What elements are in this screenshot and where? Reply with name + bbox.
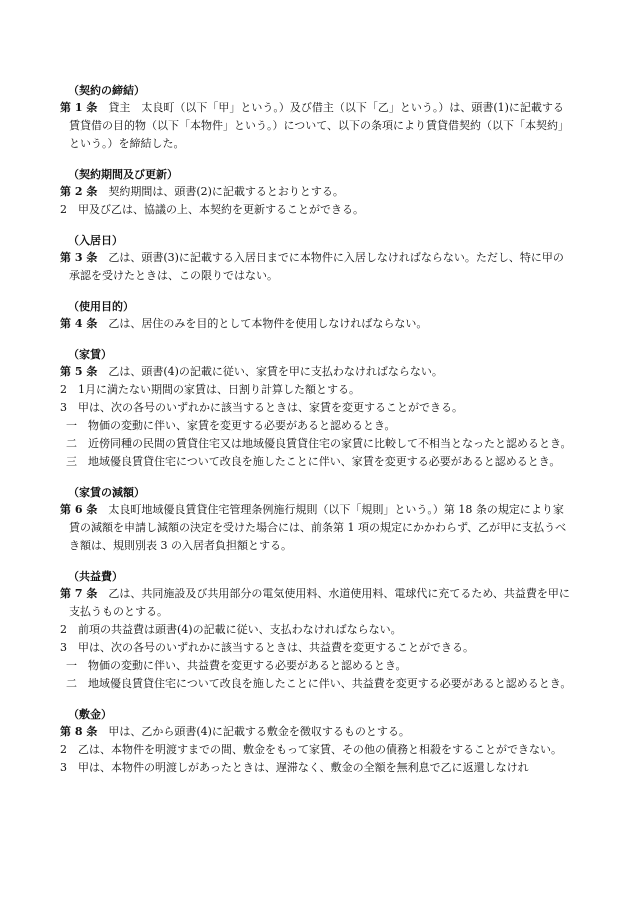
article-paragraph (60, 723, 574, 741)
clause-paragraph (60, 759, 574, 777)
list-item (60, 435, 574, 453)
contract-section (60, 232, 574, 285)
contract-section (60, 166, 574, 219)
clause-paragraph (60, 381, 574, 399)
article-paragraph (60, 501, 574, 555)
paragraph-text: 三 地域優良賃貸住宅について改良を施したことに伴い、家賃を変更する必要があると認めるとき。 (66, 455, 561, 468)
article-paragraph (60, 363, 574, 381)
article-number: 第 2 条 (60, 185, 98, 198)
section-heading: （使用目的） (68, 300, 134, 313)
article-paragraph (60, 585, 574, 621)
paragraph-text: 二 近傍同種の民間の賃貸住宅又は地域優良賃貸住宅の家賃に比較して不相当となったと認めるとき。 (66, 437, 572, 450)
paragraph-text: 太良町地域優良賃貸住宅管理条例施行規則（以下「規則」という。）第 18 条の規定により家賃の減額を申請し減額の決定を受けた場合には、前条第 1 項の規定にかかわらず、乙が甲に支払うべき額は、規則別表 3 の入居者負担額とする。 (69, 503, 567, 552)
paragraph-text: 乙は、頭書(4)の記載に従い、家賃を甲に支払わなければならない。 (97, 365, 443, 378)
section-heading: （入居日） (68, 234, 123, 247)
contract-section (60, 568, 574, 693)
paragraph-text: 貸主 太良町（以下「甲」という。）及び借主（以下「乙」という。）は、頭書(1)に記載する賃貸借の目的物（以下「本物件」という。）について、以下の条項により賃貸借契約（以下「本契約」という。）を締結した。 (69, 101, 570, 150)
paragraph-text: 乙は、居住のみを目的として本物件を使用しなければならない。 (97, 317, 428, 330)
article-number: 第 7 条 (60, 587, 98, 600)
contract-section (60, 484, 574, 555)
section-heading: （共益費） (68, 570, 123, 583)
article-paragraph (60, 183, 574, 201)
paragraph-text: 乙は、頭書(3)に記載する入居日までに本物件に入居しなければならない。ただし、特に甲の承認を受けたときは、この限りではない。 (69, 251, 564, 282)
paragraph-text: 二 地域優良賃貸住宅について改良を施したことに伴い、共益費を変更する必要があると認めるとき。 (66, 677, 572, 690)
list-item (60, 453, 574, 471)
paragraph-text: 2 1月に満たない期間の家賃は、日割り計算した額とする。 (60, 383, 360, 396)
section-heading: （契約期間及び更新） (68, 168, 178, 181)
paragraph-text: 3 甲は、本物件の明渡しがあったときは、遅滞なく、敷金の全額を無利息で乙に返還しなけれ (60, 761, 529, 774)
list-item (60, 417, 574, 435)
contract-section (60, 298, 574, 333)
contract-section (60, 706, 574, 777)
article-paragraph (60, 99, 574, 153)
paragraph-text: 2 甲及び乙は、協議の上、本契約を更新することができる。 (60, 203, 364, 216)
article-paragraph (60, 249, 574, 285)
contract-body (60, 82, 574, 790)
section-heading: （家賃） (68, 348, 112, 361)
section-heading: （家賃の減額） (68, 486, 145, 499)
paragraph-text: 一 物価の変動に伴い、家賃を変更する必要があると認めるとき。 (66, 419, 396, 432)
paragraph-text: 契約期間は、頭書(2)に記載するとおりとする。 (97, 185, 344, 198)
article-number: 第 8 条 (60, 725, 98, 738)
paragraph-text: 2 前項の共益費は頭書(4)の記載に従い、支払わなければならない。 (60, 623, 402, 636)
clause-paragraph (60, 201, 574, 219)
contract-section (60, 346, 574, 471)
section-heading: （敷金） (68, 708, 112, 721)
list-item (60, 657, 574, 675)
paragraph-text: 一 物価の変動に伴い、共益費を変更する必要があると認めるとき。 (66, 659, 407, 672)
list-item (60, 675, 574, 693)
article-number: 第 1 条 (60, 101, 98, 114)
article-paragraph (60, 315, 574, 333)
contract-section (60, 82, 574, 153)
article-number: 第 6 条 (60, 503, 98, 516)
paragraph-text: 3 甲は、次の各号のいずれかに該当するときは、家賃を変更することができる。 (60, 401, 463, 414)
article-number: 第 4 条 (60, 317, 98, 330)
section-heading: （契約の締結） (68, 84, 145, 97)
paragraph-text: 乙は、共同施設及び共用部分の電気使用料、水道使用料、電球代に充てるため、共益費を甲に支払うものとする。 (69, 587, 570, 618)
clause-paragraph (60, 639, 574, 657)
clause-paragraph (60, 621, 574, 639)
paragraph-text: 甲は、乙から頭書(4)に記載する敷金を徴収するものとする。 (97, 725, 410, 738)
article-number: 第 5 条 (60, 365, 98, 378)
paragraph-text: 2 乙は、本物件を明渡すまでの間、敷金をもって家賃、その他の債務と相殺をすることができない。 (60, 743, 562, 756)
clause-paragraph (60, 741, 574, 759)
paragraph-text: 3 甲は、次の各号のいずれかに該当するときは、共益費を変更することができる。 (60, 641, 474, 654)
clause-paragraph (60, 399, 574, 417)
article-number: 第 3 条 (60, 251, 98, 264)
